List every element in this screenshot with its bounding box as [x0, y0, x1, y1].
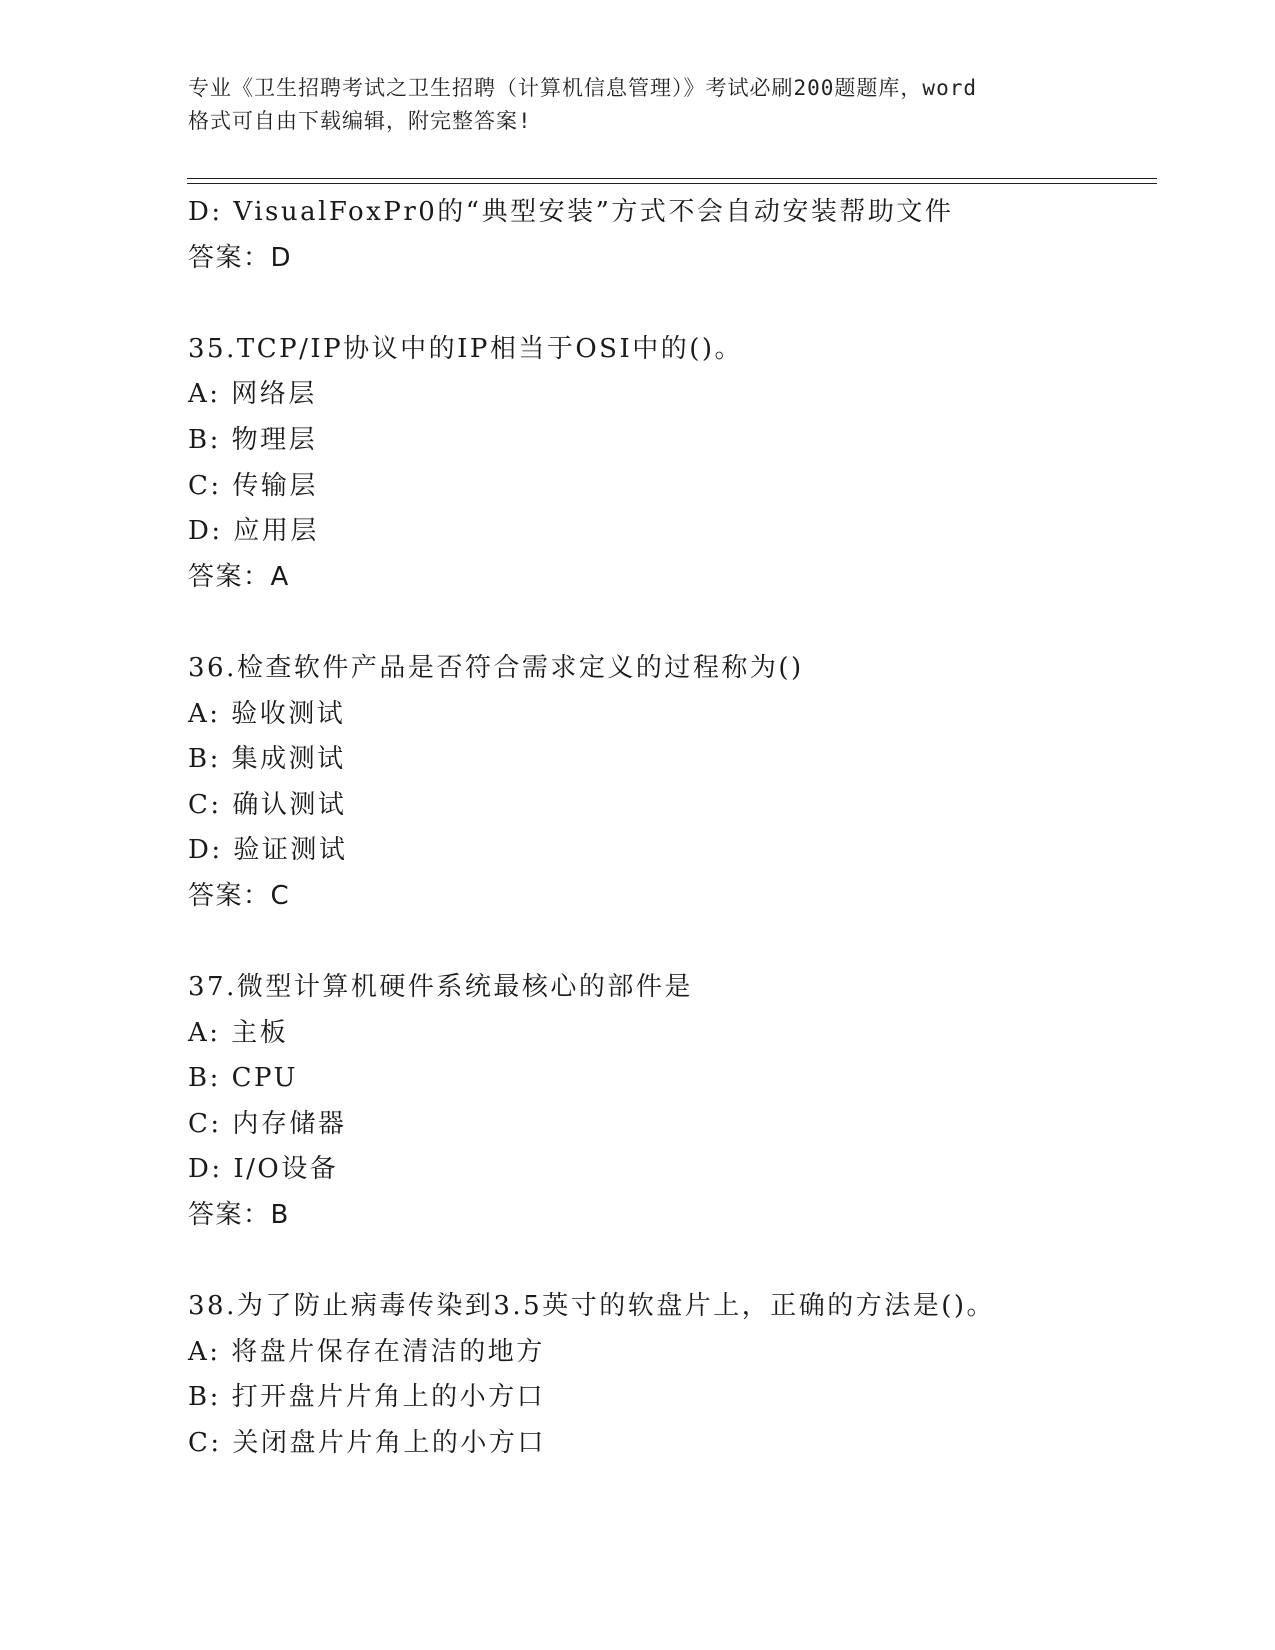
question-stem: 35.TCP/IP协议中的IP相当于OSI中的()。 — [188, 333, 744, 364]
spacer — [188, 600, 1148, 646]
option-c: C: 传输层 — [188, 470, 318, 501]
option-c: C: 关闭盘片片角上的小方口 — [188, 1428, 546, 1459]
question-stem: 38.为了防止病毒传染到3.5英寸的软盘片上，正确的方法是()。 — [188, 1291, 995, 1322]
question-stem: 37.微型计算机硬件系统最核心的部件是 — [188, 972, 693, 1003]
question-list — [188, 190, 1148, 1467]
answer-line: 答案：A — [188, 561, 290, 592]
option-c: C: 内存储器 — [188, 1108, 347, 1139]
option-a: A: 将盘片保存在清洁的地方 — [188, 1336, 545, 1367]
option-d: D: 应用层 — [188, 516, 319, 547]
spacer — [188, 920, 1148, 966]
option-c: C: 确认测试 — [188, 789, 347, 820]
document-header — [188, 72, 1118, 138]
option-b: B: CPU — [188, 1063, 298, 1094]
spacer — [188, 1239, 1148, 1285]
option-a: A: 验收测试 — [188, 698, 346, 729]
header-text-line-2: 格式可自由下载编辑，附完整答案! — [188, 109, 532, 133]
answer-line: 答案：C — [188, 880, 291, 911]
option-a: A: 主板 — [188, 1017, 289, 1048]
option-a: A: 网络层 — [188, 379, 317, 410]
header-rule-bottom — [187, 183, 1157, 184]
spacer — [188, 281, 1148, 327]
option-b: B: 物理层 — [188, 424, 318, 455]
option-b: B: 集成测试 — [188, 744, 346, 775]
option-d: D: I/O设备 — [188, 1154, 339, 1185]
answer-line: 答案：B — [188, 1200, 290, 1231]
header-text-line-1: 专业《卫生招聘考试之卫生招聘（计算机信息管理）》考试必刷200题题库，word — [188, 76, 977, 100]
option-b: B: 打开盘片片角上的小方口 — [188, 1382, 546, 1413]
option-d: D: VisualFoxPr0的“典型安装”方式不会自动安装帮助文件 — [188, 197, 954, 227]
header-rule-top — [187, 178, 1157, 179]
option-d: D: 验证测试 — [188, 835, 348, 866]
answer-line: 答案：D — [188, 242, 293, 273]
question-stem: 36.检查软件产品是否符合需求定义的过程称为() — [188, 652, 804, 683]
